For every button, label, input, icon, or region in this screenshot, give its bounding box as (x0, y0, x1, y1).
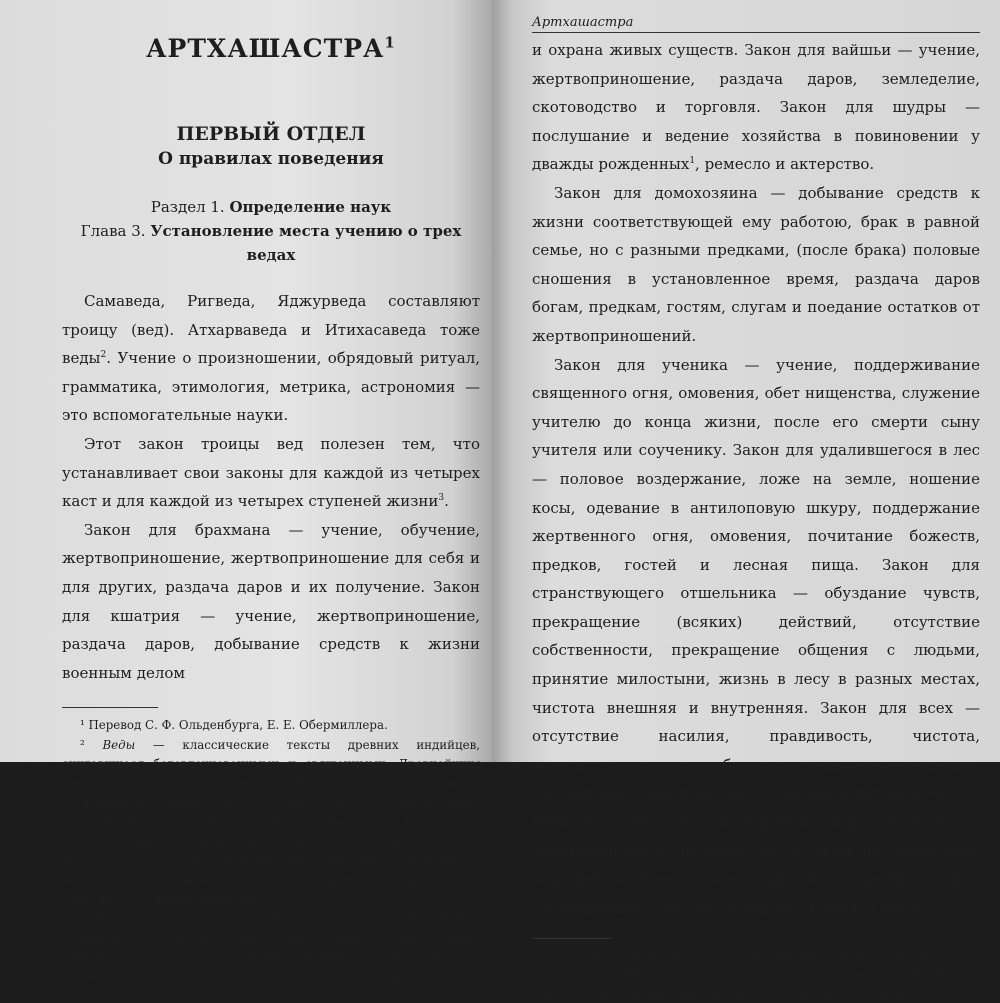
main-text (532, 36, 980, 922)
footnote: ³ Четыре касты (четыре варны) — в данном случае четыре основных сословия: брахманы (жрецы), кшатрии (цари-воины), вайшьи (земледельцы), шудры (неприкасаемые). Четыре ступени жизни — детство, молодость, зрелость, старость. (62, 911, 480, 984)
footnote-marker: 1 (689, 156, 696, 167)
main-text (62, 287, 480, 687)
paragraph: Закон для домохозяина — добывание средств к жизни соответствующей ему работою, брак в равной семье, но с разными предками, (после брака) половые сношения в установленное время, раздача даров богам, предкам, гостям, слугам и поедание остатков от жертвоприношений. (532, 183, 980, 345)
paragraph: Закон для ученика — учение, поддерживание священного огня, омовения, обет нищенства, служение учителю до конца жизни, после его смерти сыну учителя или соученику. Закон для удалившегося в лес — половое воздержание, ложе на земле, ношение косы, одевание в антилоповую шкуру, поддержание жертвенного огня, омовения, почитание божеств, предков, гостей и лесная пища. Закон для странствующего отшельника — обуздание чувств, прекращение (всяких) действий, отсутствие собственности, прекращение общения с людьми, принятие милостыни, жизнь в лесу в разных местах, чистота внешняя и внутренняя. Закон для всех — отсутствие насилия, правдивость, чистота, независтливость, незлобивость, прощение и терпение. Соблюдение (каждым) своего закона ведет на небо и к вечности. При его нарушении мир погибает от смешения каст. Поэтому пусть царь не допускает нарушения своего закона живыми существами, ибо соблюдающий свой закон радуется здесь и после (532, 355, 980, 917)
left-page (0, 0, 492, 984)
footnote-marker: 1 (384, 33, 396, 52)
right-page (492, 0, 1000, 1000)
section-subtitle: О правилах поведения (158, 149, 384, 169)
footnote: ¹ Перевод С. Ф. Ольденбурга, Е. Е. Обермиллера. (80, 718, 388, 733)
section-title: ПЕРВЫЙ ОТДЕЛ (176, 123, 366, 145)
footnote-marker: 3 (438, 493, 445, 504)
paragraph: Закон для брахмана — учение, обучение, жертвоприношение, жертвоприношение для себя и для других, раздача даров и их получение. Закон для кшатрия — учение, жертвоприношение, раздача даров, добывание средств к жизни военным делом (62, 520, 480, 682)
paragraph: Самаведа, Ригведа, Яджурведа составляют троицу (вед). Атхарваведа и Итихасаведа тоже веды$^2$. Учение о произношении, обрядовый ритуал, грамматика, этимология, метрика, астрономия — это вспомогательные науки. (62, 292, 480, 425)
footnotes (62, 716, 480, 986)
chapter-heading (62, 195, 480, 267)
book-title: АРТХАШАСТРА$^1$ (146, 33, 396, 63)
footnote-marker: 2 (100, 350, 107, 361)
footnotes (532, 945, 980, 1003)
footnote: ² Веды — классические тексты древних индийцев, считавшиеся боговдохновенными и священными. Древнейшим таким сборником является Ригведа (Веда гимнов), создававшаяся, видимо, в XVI–IX вв. до н. э. Самаведа (Веда напевов), Яджурведа (Веда жертвенных формул) и Атхарваведа (Веда заклинаний) возникли позже, в IX–VII вв. до н. э. Итихасаведа — общее название для эпических поэм (итихас), например — «Рамаяны» или «Махабхараты», которые также считались боговдохновенными. (62, 737, 480, 906)
footnote: ¹ Дважды рожденные — три высшие касты, которым было дозволено посвящение в различные науки и жреческие виды знания. Приобретение знания приравнивалось ко второму рождению. (532, 947, 981, 1000)
paragraph: Этот закон троицы вед полезен тем, что устанавливает свои законы для каждой из четырех каст и для каждой из четырех ступеней жизни$^3$. (62, 434, 480, 511)
chapter-title: Глава 3. Установление места учению о трех ведах (80, 222, 462, 264)
part-heading: Раздел 1. Определение наук (150, 198, 392, 216)
running-header (532, 0, 980, 33)
paragraph: и охрана живых существ. Закон для вайшьи — учение, жертвоприношение, раздача даров, земледелие, скотоводство и торговля. Закон для шудры — послушание и ведение хозяйства в повиновении у дважды рожденных$^1$, ремесло и актерство. (532, 41, 980, 174)
footnote-divider (62, 707, 158, 708)
footnote-divider (532, 938, 612, 939)
running-head-title: Артхашастра (532, 15, 634, 30)
